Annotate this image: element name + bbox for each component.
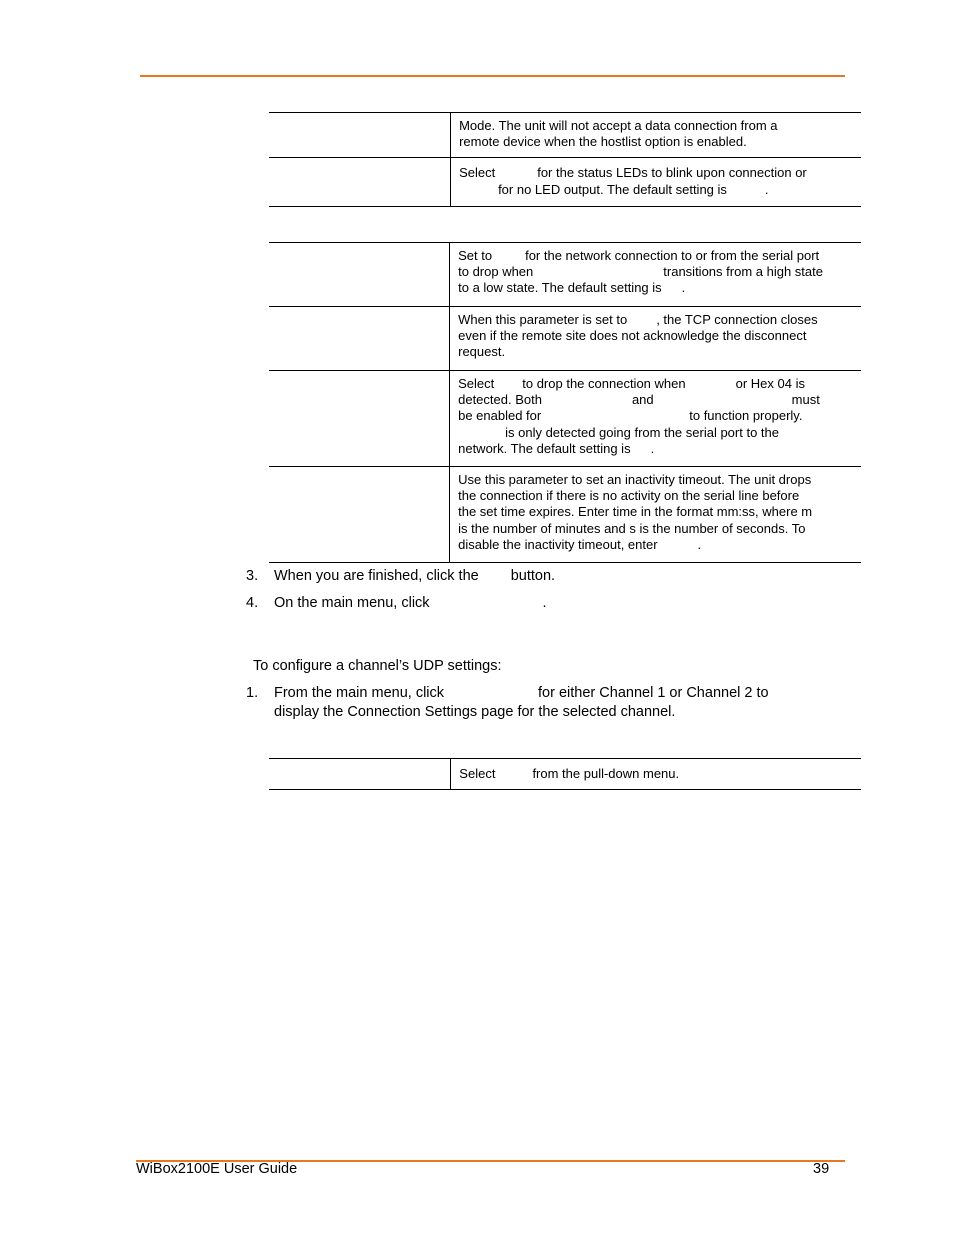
description-cell: Select to drop the connection when or Hex 04 is detected. Both and must be enabled for to function properly. is only detected going from the serial port to the network. The default setting is . (458, 376, 820, 456)
parameter-cell (269, 307, 450, 371)
udp-step-1: 1. From the main menu, click for either Channel 1 or Channel 2 to display the Connection Settings page for the selected channel. (246, 685, 769, 720)
parameter-cell (269, 158, 451, 207)
parameter-cell (269, 113, 451, 158)
parameter-cell (269, 243, 450, 307)
description-cell: When this parameter is set to , the TCP connection closes even if the remote site does not acknowledge the disconnect request. (458, 312, 818, 360)
page-number: 39 (813, 1161, 830, 1177)
parameter-cell (269, 759, 451, 790)
table-row (269, 759, 861, 790)
description-cell: Select from the pull-down menu. (459, 766, 680, 781)
udp-intro: To configure a channel’s UDP settings: (253, 658, 502, 674)
table-row (269, 113, 861, 158)
parameter-cell (269, 371, 450, 467)
settings-table-1 (269, 112, 861, 207)
settings-table-3 (269, 758, 861, 790)
description-cell: Set to for the network connection to or from the serial port to drop when transitions from a high state to a low state. The default setting is . (458, 248, 823, 296)
description-cell: Select for the status LEDs to blink upon connection or for no LED output. The default setting is . (459, 165, 807, 197)
table-row (269, 158, 861, 207)
table-row (269, 371, 861, 467)
header-rule (140, 75, 845, 77)
table-row (269, 307, 861, 371)
description-cell: Use this parameter to set an inactivity timeout. The unit drops the connection if there is no activity on the serial line before the set time expires. Enter time in the format mm:ss, where m is the number of minutes and s is the number of seconds. To disable the inactivity timeout, enter . (458, 472, 813, 552)
footer-title: WiBox2100E User Guide (136, 1161, 298, 1177)
parameter-cell (269, 467, 450, 563)
settings-table-2 (269, 242, 861, 563)
table-row (269, 243, 861, 307)
description-cell: Mode. The unit will not accept a data connection from a remote device when the hostlist option is enabled. (459, 118, 778, 150)
table-row (269, 467, 861, 563)
